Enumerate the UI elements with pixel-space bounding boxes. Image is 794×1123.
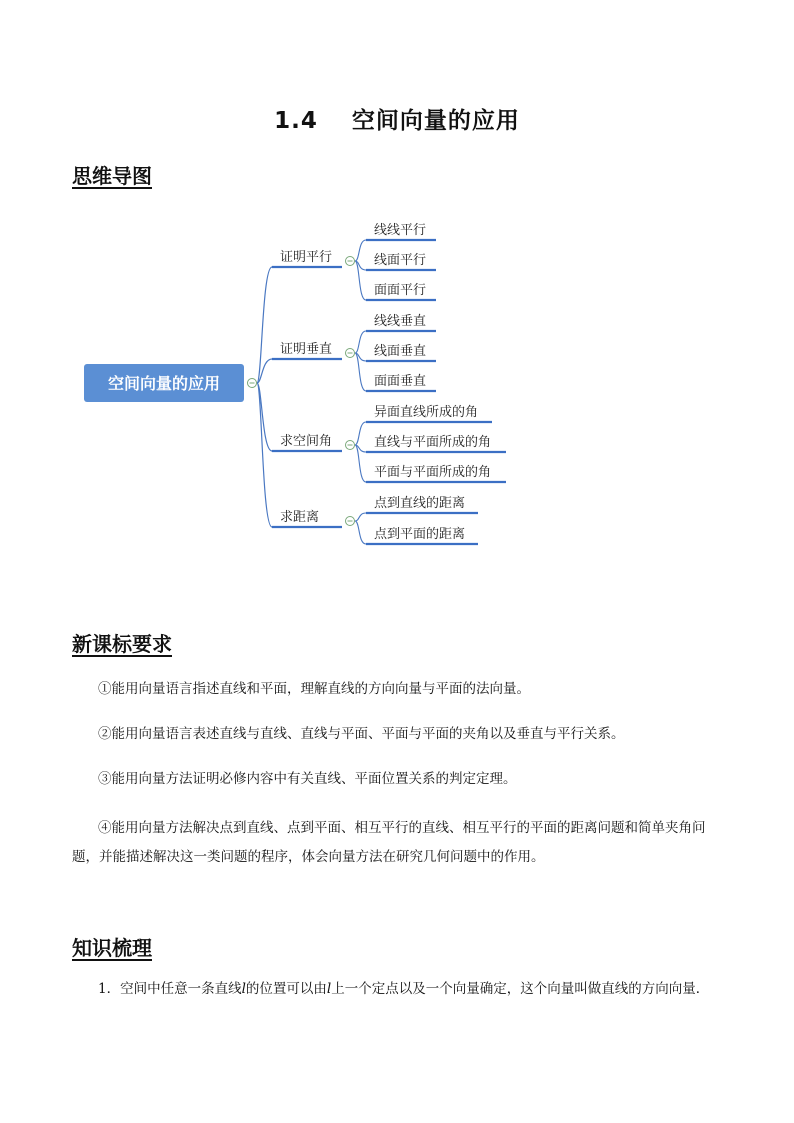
branch-collapse-icon[interactable]	[346, 517, 355, 526]
standard-item-1: ①能用向量语言指述直线和平面，理解直线的方向向量与平面的法向量。	[98, 681, 530, 697]
branch-collapse-icon[interactable]	[346, 257, 355, 266]
title-text: 空间向量的应用	[351, 108, 520, 134]
mindmap-root-label: 空间向量的应用	[107, 374, 221, 393]
mindmap-edge-branch-child	[355, 521, 366, 544]
mindmap-leaf: 直线与平面所成的角	[374, 435, 492, 450]
mindmap-leaf: 线线平行	[374, 223, 427, 238]
knowledge-heading: 知识梳理	[72, 936, 152, 960]
standard-item-2: ②能用向量语言表述直线与直线、直线与平面、平面与平面的夹角以及垂直与平行关系。	[98, 726, 625, 742]
knowledge-item-1	[72, 976, 722, 1003]
mindmap-leaf: 平面与平面所成的角	[374, 465, 492, 480]
mindmap-leaf: 面面平行	[374, 283, 427, 298]
mindmap-leaf: 点到平面的距离	[374, 527, 466, 542]
mindmap-leaf: 线面垂直	[374, 344, 427, 359]
title-number: 1.4	[274, 108, 318, 134]
mindmap-edge-branch-child	[355, 331, 366, 353]
branch-collapse-icon[interactable]	[346, 349, 355, 358]
mindmap-edge-branch-child	[355, 422, 366, 445]
root-collapse-icon[interactable]	[248, 379, 257, 388]
mindmap-leaf: 点到直线的距离	[374, 496, 466, 511]
knowledge-var-l2: l	[326, 981, 332, 997]
standard-item-3: ③能用向量方法证明必修内容中有关直线、平面位置关系的判定定理。	[98, 771, 517, 787]
knowledge-text-c: 上一个定点以及一个向量确定，这个向量叫做直线的方向向量．	[331, 981, 710, 997]
mindmap-edge-branch-child	[355, 513, 366, 521]
branch-collapse-icon[interactable]	[346, 441, 355, 450]
mindmap-edge-root-branch	[257, 383, 272, 527]
mindmap-branch-1: 证明平行	[280, 250, 333, 265]
mindmap-leaf: 异面直线所成的角	[374, 405, 479, 420]
knowledge-text-a: 1．空间中任意一条直线	[98, 981, 242, 997]
mindmap-branch-4: 求距离	[280, 510, 320, 525]
knowledge-text-b: 的位置可以由	[245, 981, 327, 997]
mindmap-heading: 思维导图	[72, 164, 152, 188]
mindmap-branch-2: 证明垂直	[280, 342, 333, 357]
mindmap-leaf: 线线垂直	[374, 314, 427, 329]
standards-heading: 新课标要求	[72, 632, 172, 656]
mindmap-branch-3: 求空间角	[280, 434, 333, 449]
mindmap-edge-branch-child	[355, 240, 366, 261]
mindmap-leaf: 面面垂直	[374, 374, 427, 389]
mindmap-leaf: 线面平行	[374, 253, 427, 268]
standard-item-4: ④能用向量方法解决点到直线、点到平面、相互平行的直线、相互平行的平面的距离问题和简单夹角问题，并能描述解决这一类问题的程序，体会向量方法在研究几何问题中的作用。	[72, 820, 706, 865]
knowledge-var-l1: l	[241, 981, 246, 997]
